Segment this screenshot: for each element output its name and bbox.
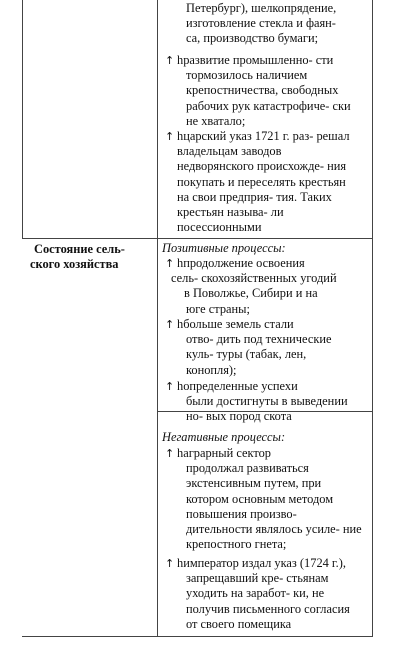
text-line: рабочих рук катастрофиче- ски	[186, 98, 351, 113]
text-line: котором основным методом	[186, 491, 334, 506]
text-line: hразвитие промышленно- сти	[177, 53, 334, 67]
text-line: запрещавший кре- стьянам	[186, 571, 329, 586]
text-line: hбольше земель стали	[177, 317, 294, 331]
text-line: не хватало;	[186, 113, 246, 128]
bullet-item	[165, 129, 371, 235]
arrow-bullet-icon: ↑	[165, 447, 175, 460]
text-line: hопределенные успехи	[177, 379, 298, 393]
heading-text: Негативные процессы:	[162, 430, 286, 444]
text-line: сель- скохозяйственных угодий	[171, 271, 337, 286]
text-line: hаграрный сектор	[177, 446, 272, 460]
text-line: повышения произво-	[186, 506, 297, 521]
bullet-item	[165, 317, 371, 378]
text-line: посессионными	[177, 220, 262, 235]
bullet-item	[165, 446, 371, 552]
continued-text	[186, 1, 371, 47]
text-line: конопля);	[186, 362, 237, 377]
bullet-item	[165, 379, 371, 425]
text-line: на свои предприя- тия. Таких	[177, 189, 332, 204]
row-title	[30, 242, 155, 272]
text-line: были достигнуты в выведении	[186, 394, 348, 409]
arrow-bullet-icon: ↑	[165, 257, 175, 270]
table-right-border	[372, 0, 373, 636]
text-line: крестьян называ- ли	[177, 205, 284, 220]
bullet-item	[165, 556, 371, 632]
row-title-line: ского хозяйства	[30, 257, 119, 272]
text-line: тормозилось наличием	[186, 68, 308, 83]
text-line: уходить на заработ- ки, не	[186, 586, 325, 601]
text-line: от своего помещика	[186, 616, 292, 631]
text-line: куль- туры (табак, лен,	[186, 347, 307, 362]
text-line: экстенсивным путем, при	[186, 476, 322, 491]
text-line: владельцам заводов	[177, 144, 282, 159]
text-line: Петербург), шелкопрядение,	[186, 1, 337, 15]
text-line: получив письменного согласия	[186, 601, 350, 616]
text-line: крепостничества, свободных	[186, 83, 339, 98]
text-line: hцарский указ 1721 г. раз- решал	[177, 129, 350, 143]
text-line: изготовление стекла и фаян-	[186, 16, 336, 31]
bullet-item	[165, 256, 371, 317]
arrow-bullet-icon: ↑	[165, 557, 175, 570]
text-line: но- вых пород скота	[186, 409, 292, 424]
bullet-item	[165, 53, 371, 129]
row-title-line: Состояние сель-	[34, 242, 125, 256]
text-line: в Поволжье, Сибири и на	[184, 286, 318, 301]
text-line: отво- дить под технические	[186, 332, 332, 347]
heading-text: Позитивные процессы:	[162, 241, 286, 255]
table-left-border	[22, 0, 23, 238]
positive-heading	[162, 241, 286, 256]
arrow-bullet-icon: ↑	[165, 54, 175, 67]
text-line: недворянского происхожде- ния	[177, 159, 347, 174]
table-column-divider	[157, 0, 158, 636]
text-line: покупать и переселять крестьян	[177, 174, 346, 189]
text-line: продолжал развиваться	[186, 461, 309, 476]
text-line: дительности являлось усиле- ние	[186, 522, 362, 537]
table-bottom-border	[22, 636, 373, 637]
arrow-bullet-icon: ↑	[165, 130, 175, 143]
text-line: hимператор издал указ (1724 г.),	[177, 556, 346, 570]
row-divider	[22, 238, 373, 239]
arrow-bullet-icon: ↑	[165, 318, 175, 331]
text-line: юге страны;	[186, 301, 250, 316]
text-line: hпродолжение освоения	[177, 256, 305, 270]
text-line: крепостного гнета;	[186, 537, 287, 552]
arrow-bullet-icon: ↑	[165, 380, 175, 393]
text-line: са, производство бумаги;	[186, 31, 319, 46]
negative-heading	[162, 430, 285, 445]
